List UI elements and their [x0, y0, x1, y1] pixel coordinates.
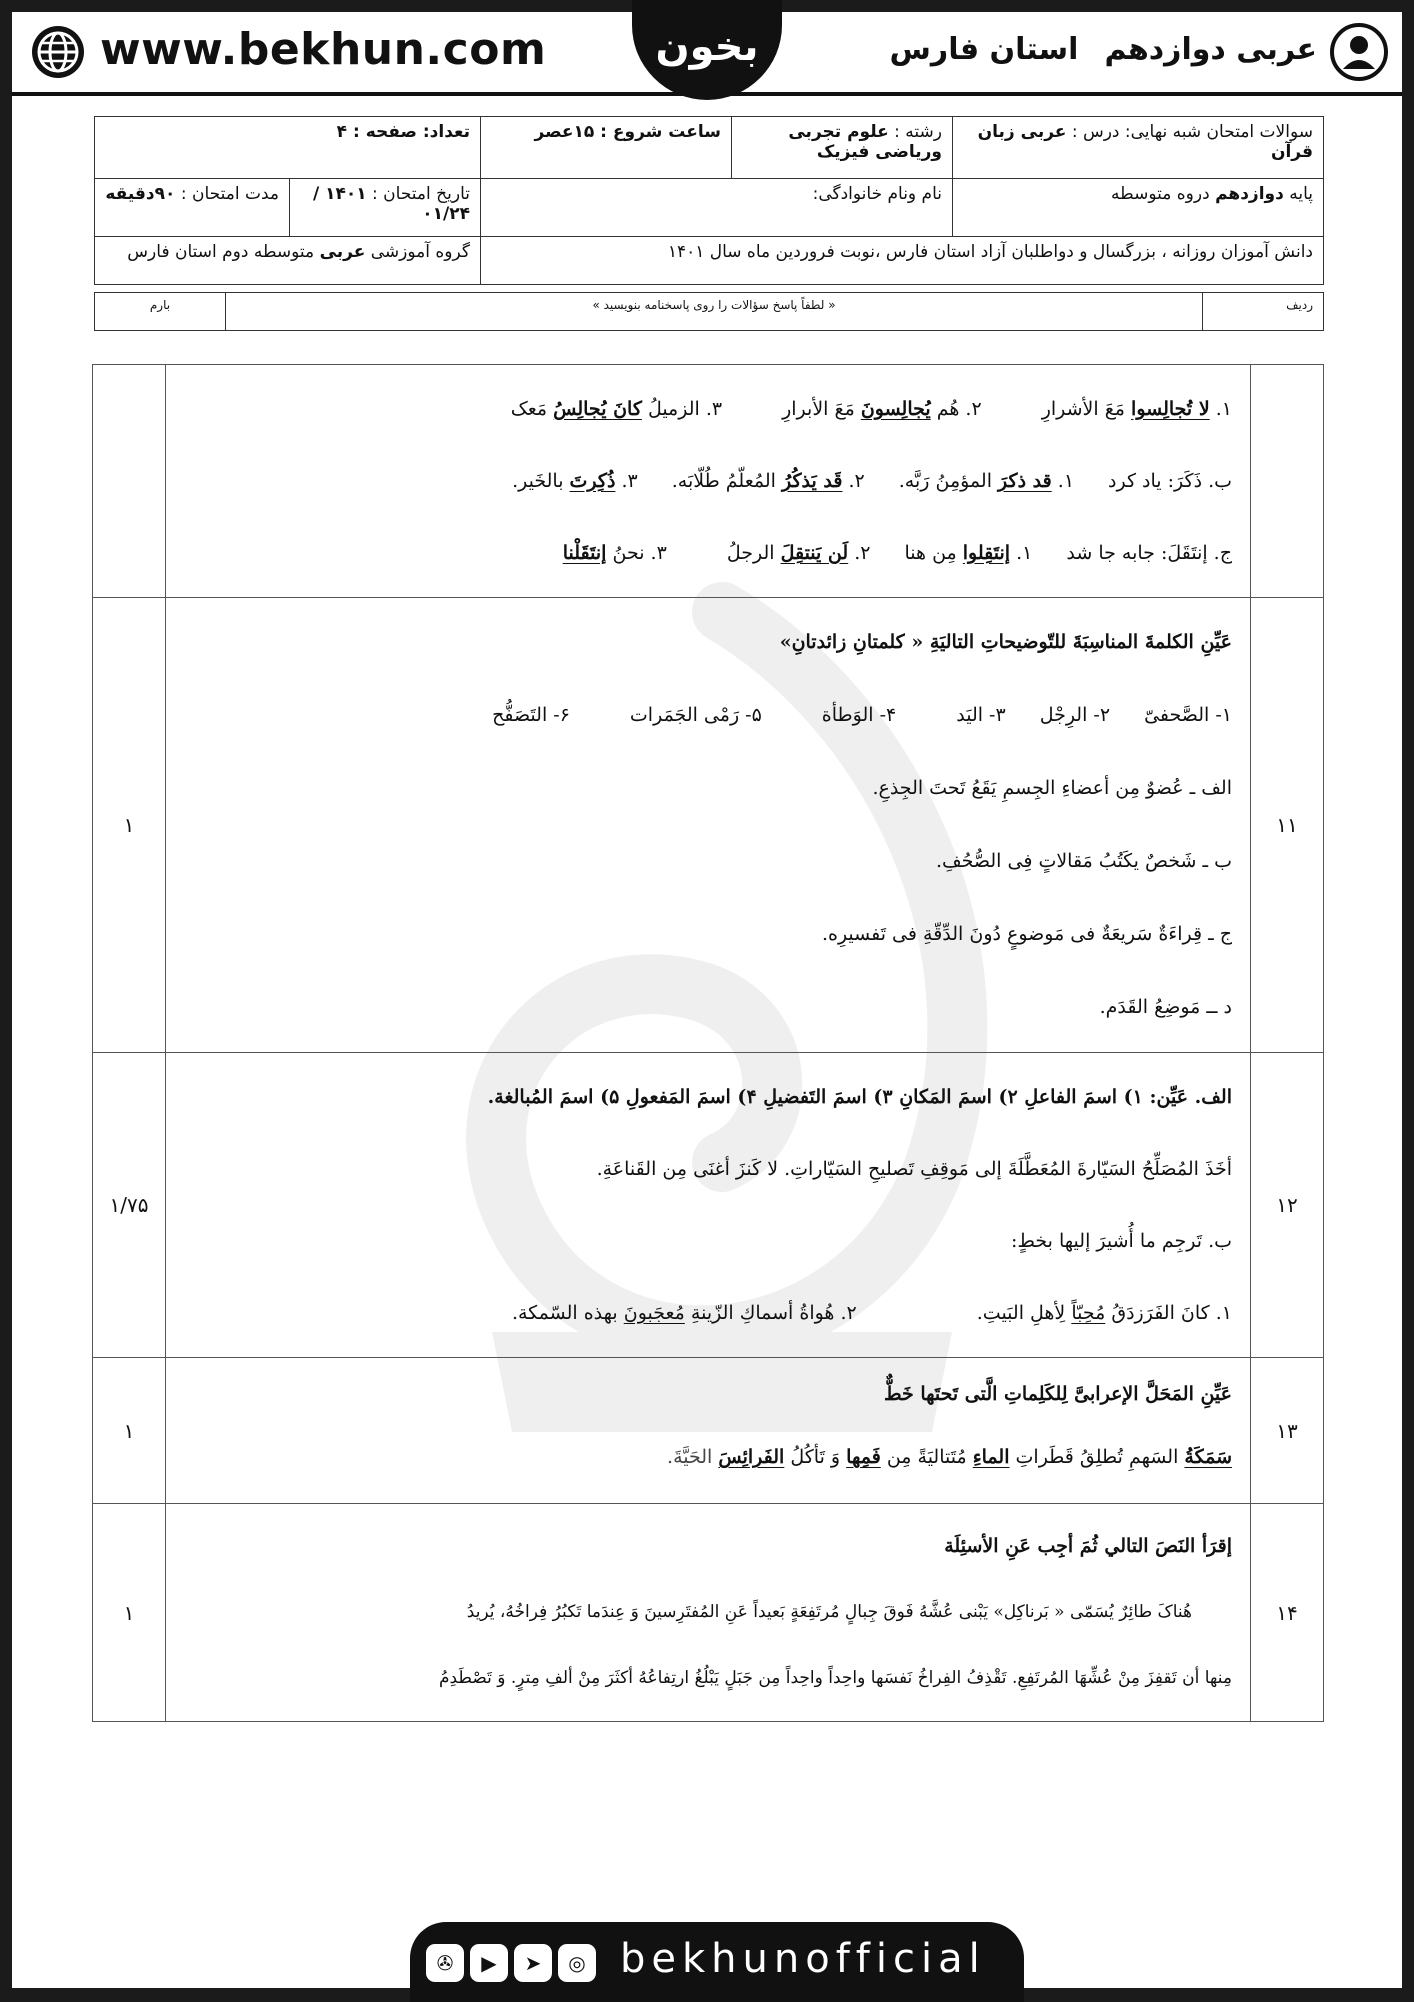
q12-title: الف. عَيِّن: ۱) اسمَ الفاعلِ ۲) اسمَ المَكانِ ۳) اسمَ التَفضيلِ ۴) اسمَ المَفعولِ ۵) اسمَ المُبالغة. — [487, 1085, 1232, 1108]
social-icons — [426, 1944, 602, 1982]
question-number — [1251, 365, 1324, 598]
student-name-cell: نام ونام خانوادگی: — [481, 179, 953, 237]
exam-date-cell: تاریخ امتحان : ۱۴۰۱ /۰۱/۲۴ — [290, 179, 481, 237]
answer-note: « لطفاً پاسخ سؤالات را روی پاسخنامه بنویسید » — [226, 293, 1203, 331]
brand-logo — [632, 0, 782, 100]
q10-line-3: ج. إنتَقَلَ: جابه جا شد ۱. إنتَقِلوا مِن هنا ۲. لَن يَنتقِلَ الرجلُ ۳. نحنُ إنتَقَلْنا — [562, 541, 1232, 564]
group-cell: گروه آموزشی عربی متوسطه دوم استان فارس — [95, 237, 481, 285]
grade-cell: پایه دوازدهم دروه متوسطه — [953, 179, 1324, 237]
course-cell: سوالات امتحان شبه نهایی: درس : عربی زبان قرآن — [953, 117, 1324, 179]
exam-info-table — [94, 116, 1324, 285]
question-14-body — [166, 1504, 1251, 1722]
question-13-body — [166, 1358, 1251, 1504]
questions-table — [92, 364, 1324, 1722]
option: ۶- التَصَفُّح — [492, 704, 570, 727]
globe-icon — [30, 24, 86, 80]
q11-item-a: الف ـ عُضوٌ مِن أعضاءِ الجِسمِ يَقَعُ تَحتَ الجِذعِ. — [872, 777, 1232, 800]
q13-sentence: سَمَكَةُ السَهمِ تُطلِقُ قَطَراتِ الماءِ مُتَتاليَةً مِن فَمِها وَ تَأكُلُ الفَرائِسَ الحَيَّةَ. — [667, 1446, 1232, 1469]
logo-text: بخون — [655, 24, 759, 70]
question-12-body — [166, 1053, 1251, 1358]
field-cell: رشته : علوم تجربی وریاضی فیزیک — [732, 117, 953, 179]
q12-sentence: أخَذَ المُصَلِّحُ السَيّارةَ المُعَطَّلَةَ إلی مَوقِفِ تَصليحِ السَيّاراتِ. لا كَنزَ أغنَی مِن القَناعَةِ. — [596, 1157, 1232, 1180]
q12-b-title: ب. تَرجِم ما أُشيرَ إليها بخطٍ: — [1010, 1229, 1232, 1252]
province-title: استان فارس — [889, 32, 1079, 67]
question-score — [93, 365, 166, 598]
subject-title: عربی دوازدهم — [1104, 32, 1317, 67]
q14-passage-line-2: مِنها أن تَقفِزَ مِنْ عُشِّهَا المُرتَفِعِ. تَقْذِفُ الفِراخُ نَفسَها واحِداً واحِداً مِن جَبَلٍ يَبْلُغُ ارتِفاعُهُ أكثَرَ مِنْ ألفِ مِترٍ. وَ تَصْطَدِمُ — [438, 1668, 1232, 1689]
website-url[interactable]: www.bekhun.com — [100, 24, 547, 75]
students-cell: دانش آموزان روزانه ، بزرگسال و دواطلبان آزاد استان فارس ،نوبت فروردین ماه سال ۱۴۰۱ — [481, 237, 1324, 285]
film-reel-icon[interactable]: ✇ — [426, 1944, 464, 1982]
q11-title: عَيِّنِ الكلمةَ المناسِبَةَ للتّوضيحاتِ التاليَةِ « كلمتانِ زائدتانِ» — [779, 631, 1232, 654]
q14-passage-line-1: هُناکَ طائِرٌ يُسَمّی « بَرناکِل» يَبْنی عُشَّهُ فَوقَ جِبالٍ مُرتَفِعَةٍ بَعيداً عَنِ المُفتَرِسينَ وَ عِندَما تَكبُرُ فِراخُهُ، يُريدُ — [466, 1602, 1192, 1623]
q12-b-items: ۱. كانَ الفَرَزدَقُ مُحِبّاً لِأهلِ البَيتِ. ۲. هُواةُ أسماكِ الزّينةِ مُعجَبونَ بهذه السّمكة. — [511, 1301, 1232, 1324]
question-score: ۱ — [93, 1358, 166, 1504]
score-header: بارم — [95, 293, 226, 331]
q10-line-1: ۱. لا تُجالِسوا مَعَ الأشرارِ ۲. هُم يُجالِسونَ مَعَ الأبرارِ ۳. الزميلُ كانَ يُجالِسُ مَعک — [510, 397, 1232, 420]
question-number: ۱۳ — [1251, 1358, 1324, 1504]
question-13-row — [93, 1358, 1324, 1504]
footer-bar — [410, 1922, 1024, 2002]
header-band — [12, 12, 1402, 96]
q10-line-2: ب. ذَكَرَ: ياد كرد ۱. قد ذكرَ المؤمِنُ رَبَّه. ۲. قَد يَذكُرُ المُعلّمُ طُلّابَه. ۳. ذُكِرتَ بالخَير. — [512, 469, 1232, 492]
youtube-icon[interactable]: ▶ — [470, 1944, 508, 1982]
question-number: ۱۲ — [1251, 1053, 1324, 1358]
telegram-icon[interactable]: ➤ — [514, 1944, 552, 1982]
question-14-row — [93, 1504, 1324, 1722]
pages-cell: تعداد: صفحه : ۴ — [95, 117, 481, 179]
question-score: ۱ — [93, 598, 166, 1053]
header-title — [890, 32, 1317, 67]
option: ۴- الوَطأة — [821, 704, 897, 727]
question-10-body — [166, 365, 1251, 598]
option: ۵- رَمْی الجَمَرات — [629, 704, 762, 727]
user-icon — [1330, 23, 1388, 81]
question-11-row — [93, 598, 1324, 1053]
q11-options — [180, 679, 1232, 752]
q11-item-c: ج ـ قِراءَةٌ سَريعَةٌ فی مَوضوعٍ دُونَ الدِّقّةِ فی تَفسيرِه. — [821, 923, 1232, 946]
question-score: ۱ — [93, 1504, 166, 1722]
option: ۳- اليَد — [956, 704, 1006, 727]
row-header: ردیف — [1203, 293, 1324, 331]
q13-title: عَيِّنِ المَحَلَّ الإعرابیَّ لِلكَلِماتِ الَّتی تَحتَها خَطٌّ — [883, 1383, 1232, 1406]
option: ۲- الرِجْل — [1039, 704, 1111, 727]
question-11-body — [166, 598, 1251, 1053]
q11-item-b: ب ـ شَخصٌ يكَتُبُ مَقالاتٍ فِی الصُّحُفِ. — [935, 850, 1232, 873]
social-handle[interactable]: bekhunofficial — [620, 1936, 986, 1982]
question-10-row — [93, 365, 1324, 598]
question-score: ۱/۷۵ — [93, 1053, 166, 1358]
start-time-cell: ساعت شروع : ۱۵عصر — [481, 117, 732, 179]
question-12-row — [93, 1053, 1324, 1358]
question-number: ۱۴ — [1251, 1504, 1324, 1722]
option: ۱- الصَّحفیّ — [1144, 704, 1232, 727]
exam-page — [12, 12, 1402, 1988]
question-header-row — [94, 292, 1324, 331]
instagram-icon[interactable]: ◎ — [558, 1944, 596, 1982]
q14-title: إقرَأ النَصَ التالي ثُمَ أجِب عَنِ الأسئِلَة — [944, 1535, 1232, 1558]
q11-item-d: د ــ مَوضِعُ القَدَم. — [1099, 996, 1232, 1019]
question-number: ۱۱ — [1251, 598, 1324, 1053]
duration-cell: مدت امتحان : ۹۰دقیقه — [95, 179, 290, 237]
